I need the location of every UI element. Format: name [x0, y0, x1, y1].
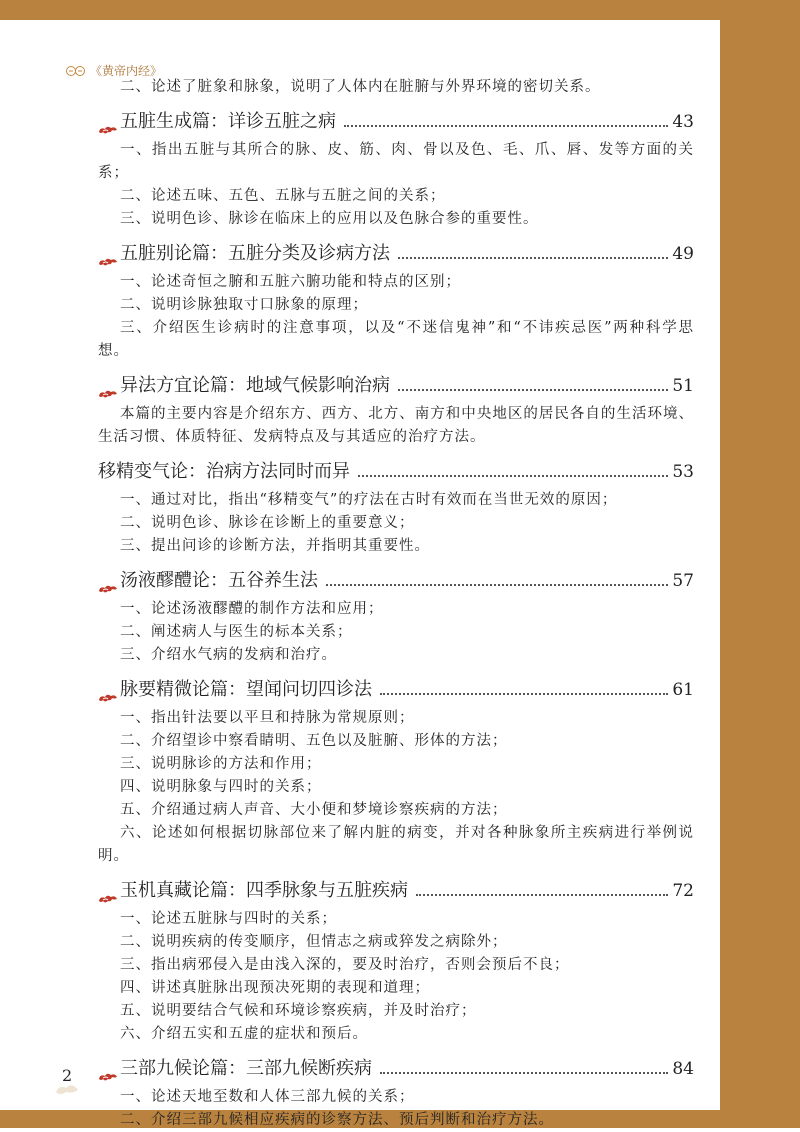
toc-entry-heading[interactable] — [98, 371, 694, 401]
chapter-title: 汤液醪醴论：五谷养生法 — [120, 570, 318, 591]
cloud-ornament-icon — [98, 248, 118, 260]
toc-entry-heading[interactable] — [98, 675, 694, 705]
leader-dots — [398, 388, 668, 391]
leader-dots — [326, 583, 668, 586]
toc-entry-heading[interactable] — [98, 1054, 694, 1084]
toc-entry — [98, 371, 694, 449]
leader-dots — [344, 124, 668, 127]
cloud-ornament-icon — [98, 116, 118, 128]
chapter-title: 玉机真藏论篇：四季脉象与五脏疾病 — [120, 880, 408, 901]
summary-item: 三、说明色诊、脉诊在临床上的应用以及色脉合参的重要性。 — [120, 211, 539, 227]
chapter-summary-list — [98, 1086, 694, 1132]
toc-entry-heading[interactable] — [98, 566, 694, 596]
chapter-title: 异法方宜论篇：地域气候影响治病 — [120, 375, 390, 396]
toc-entry — [98, 675, 694, 868]
toc-entry-heading[interactable] — [98, 457, 694, 487]
summary-item: 一、论述五脏脉与四时的关系； — [120, 911, 337, 927]
toc-entry — [98, 107, 694, 231]
leader-dots — [398, 256, 668, 259]
top-border — [0, 0, 800, 20]
cloud-ornament-icon — [98, 885, 118, 897]
chapter-summary-list — [98, 598, 694, 667]
chapter-title: 五脏生成篇：详诊五脏之病 — [120, 111, 336, 132]
summary-item: 五、说明要结合气候和环境诊察疾病，并及时治疗； — [120, 1003, 477, 1019]
book-logo-icon — [66, 65, 86, 77]
summary-item: 一、通过对比，指出“移精变气”的疗法在古时有效而在当世无效的原因； — [120, 492, 618, 508]
summary-item: 五、介绍通过病人声音、大小便和梦境诊察疾病的方法； — [120, 802, 508, 818]
summary-item: 三、介绍水气病的发病和治疗。 — [120, 647, 337, 663]
chapter-page-number: 61 — [672, 680, 694, 700]
cloud-ornament-icon — [98, 575, 118, 587]
toc-entry — [98, 457, 694, 558]
summary-item: 一、论述汤液醪醴的制作方法和应用； — [120, 601, 384, 617]
summary-item: 二、介绍望诊中察看睛明、五色以及脏腑、形体的方法； — [120, 733, 508, 749]
page-number: 2 — [62, 1066, 73, 1085]
summary-item: 三、介绍医生诊病时的注意事项，以及“不迷信鬼神”和“不讳疾忌医”两种科学思想。 — [98, 320, 694, 359]
cloud-ornament-icon — [98, 380, 118, 392]
chapter-title: 移精变气论：治病方法同时而异 — [98, 461, 350, 482]
summary-item: 一、指出针法要以平旦和持脉为常规原则； — [120, 710, 415, 726]
leader-dots — [380, 692, 668, 695]
toc-entry — [98, 1054, 694, 1132]
toc-entry-heading[interactable] — [98, 876, 694, 906]
chapter-page-number: 72 — [672, 881, 694, 901]
summary-item: 二、论述五味、五色、五脉与五脏之间的关系； — [120, 188, 446, 204]
intro-line: 二、论述了脏象和脉象，说明了人体内在脏腑与外界环境的密切关系。 — [120, 79, 601, 95]
summary-item: 一、论述奇恒之腑和五脏六腑功能和特点的区别； — [120, 274, 461, 290]
toc-content — [98, 76, 694, 1132]
right-border — [720, 0, 800, 1128]
summary-item: 一、指出五脏与其所合的脉、皮、筋、肉、骨以及色、毛、爪、唇、发等方面的关系； — [98, 142, 694, 181]
chapter-title: 三部九候论篇：三部九候断疾病 — [120, 1058, 372, 1079]
chapter-page-number: 53 — [672, 462, 694, 482]
chapter-page-number: 51 — [672, 376, 694, 396]
summary-item: 二、说明色诊、脉诊在诊断上的重要意义； — [120, 515, 415, 531]
toc-entry — [98, 566, 694, 667]
chapter-title: 脉要精微论篇：望闻问切四诊法 — [120, 679, 372, 700]
summary-item: 二、介绍三部九候相应疾病的诊察方法、预后判断和治疗方法。 — [120, 1112, 554, 1128]
chapter-page-number: 43 — [672, 112, 694, 132]
toc-entries — [98, 107, 694, 1132]
chapter-summary-list — [98, 707, 694, 868]
toc-entry — [98, 239, 694, 363]
toc-entry-heading[interactable] — [98, 107, 694, 137]
chapter-title: 五脏别论篇：五脏分类及诊病方法 — [120, 243, 390, 264]
summary-item: 四、说明脉象与四时的关系； — [120, 779, 322, 795]
page-number-decoration-icon — [54, 1080, 80, 1096]
summary-item: 六、论述如何根据切脉部位来了解内脏的病变，并对各种脉象所主疾病进行举例说明。 — [98, 825, 694, 864]
chapter-summary-list — [98, 139, 694, 231]
cloud-ornament-icon — [98, 1063, 118, 1075]
summary-item: 本篇的主要内容是介绍东方、西方、北方、南方和中央地区的居民各自的生活环境、生活习惯、体质特征、发病特点及与其适应的治疗方法。 — [98, 406, 694, 445]
cloud-ornament-icon — [98, 684, 118, 696]
leader-dots — [358, 474, 668, 477]
chapter-summary-list — [98, 271, 694, 363]
summary-item: 二、说明诊脉独取寸口脉象的原理； — [120, 297, 368, 313]
summary-item: 二、说明疾病的传变顺序，但情志之病或猝发之病除外； — [120, 934, 508, 950]
chapter-summary-list — [98, 908, 694, 1046]
chapter-page-number: 84 — [672, 1059, 694, 1079]
summary-item: 六、介绍五实和五虚的症状和预后。 — [120, 1026, 368, 1042]
chapter-summary-list — [98, 489, 694, 558]
leader-dots — [380, 1071, 668, 1074]
summary-item: 三、提出问诊的诊断方法，并指明其重要性。 — [120, 538, 430, 554]
summary-item: 二、阐述病人与医生的标本关系； — [120, 624, 353, 640]
toc-entry-heading[interactable] — [98, 239, 694, 269]
leader-dots — [416, 893, 668, 896]
chapter-page-number: 57 — [672, 571, 694, 591]
summary-item: 三、指出病邪侵入是由浅入深的，要及时治疗，否则会预后不良； — [120, 957, 570, 973]
chapter-summary-list — [98, 403, 694, 449]
summary-item: 三、说明脉诊的方法和作用； — [120, 756, 322, 772]
chapter-page-number: 49 — [672, 244, 694, 264]
summary-item: 一、论述天地至数和人体三部九候的关系； — [120, 1089, 415, 1105]
summary-item: 四、讲述真脏脉出现预决死期的表现和道理； — [120, 980, 430, 996]
toc-entry — [98, 876, 694, 1046]
book-title: 《黄帝内经》 — [90, 64, 163, 78]
